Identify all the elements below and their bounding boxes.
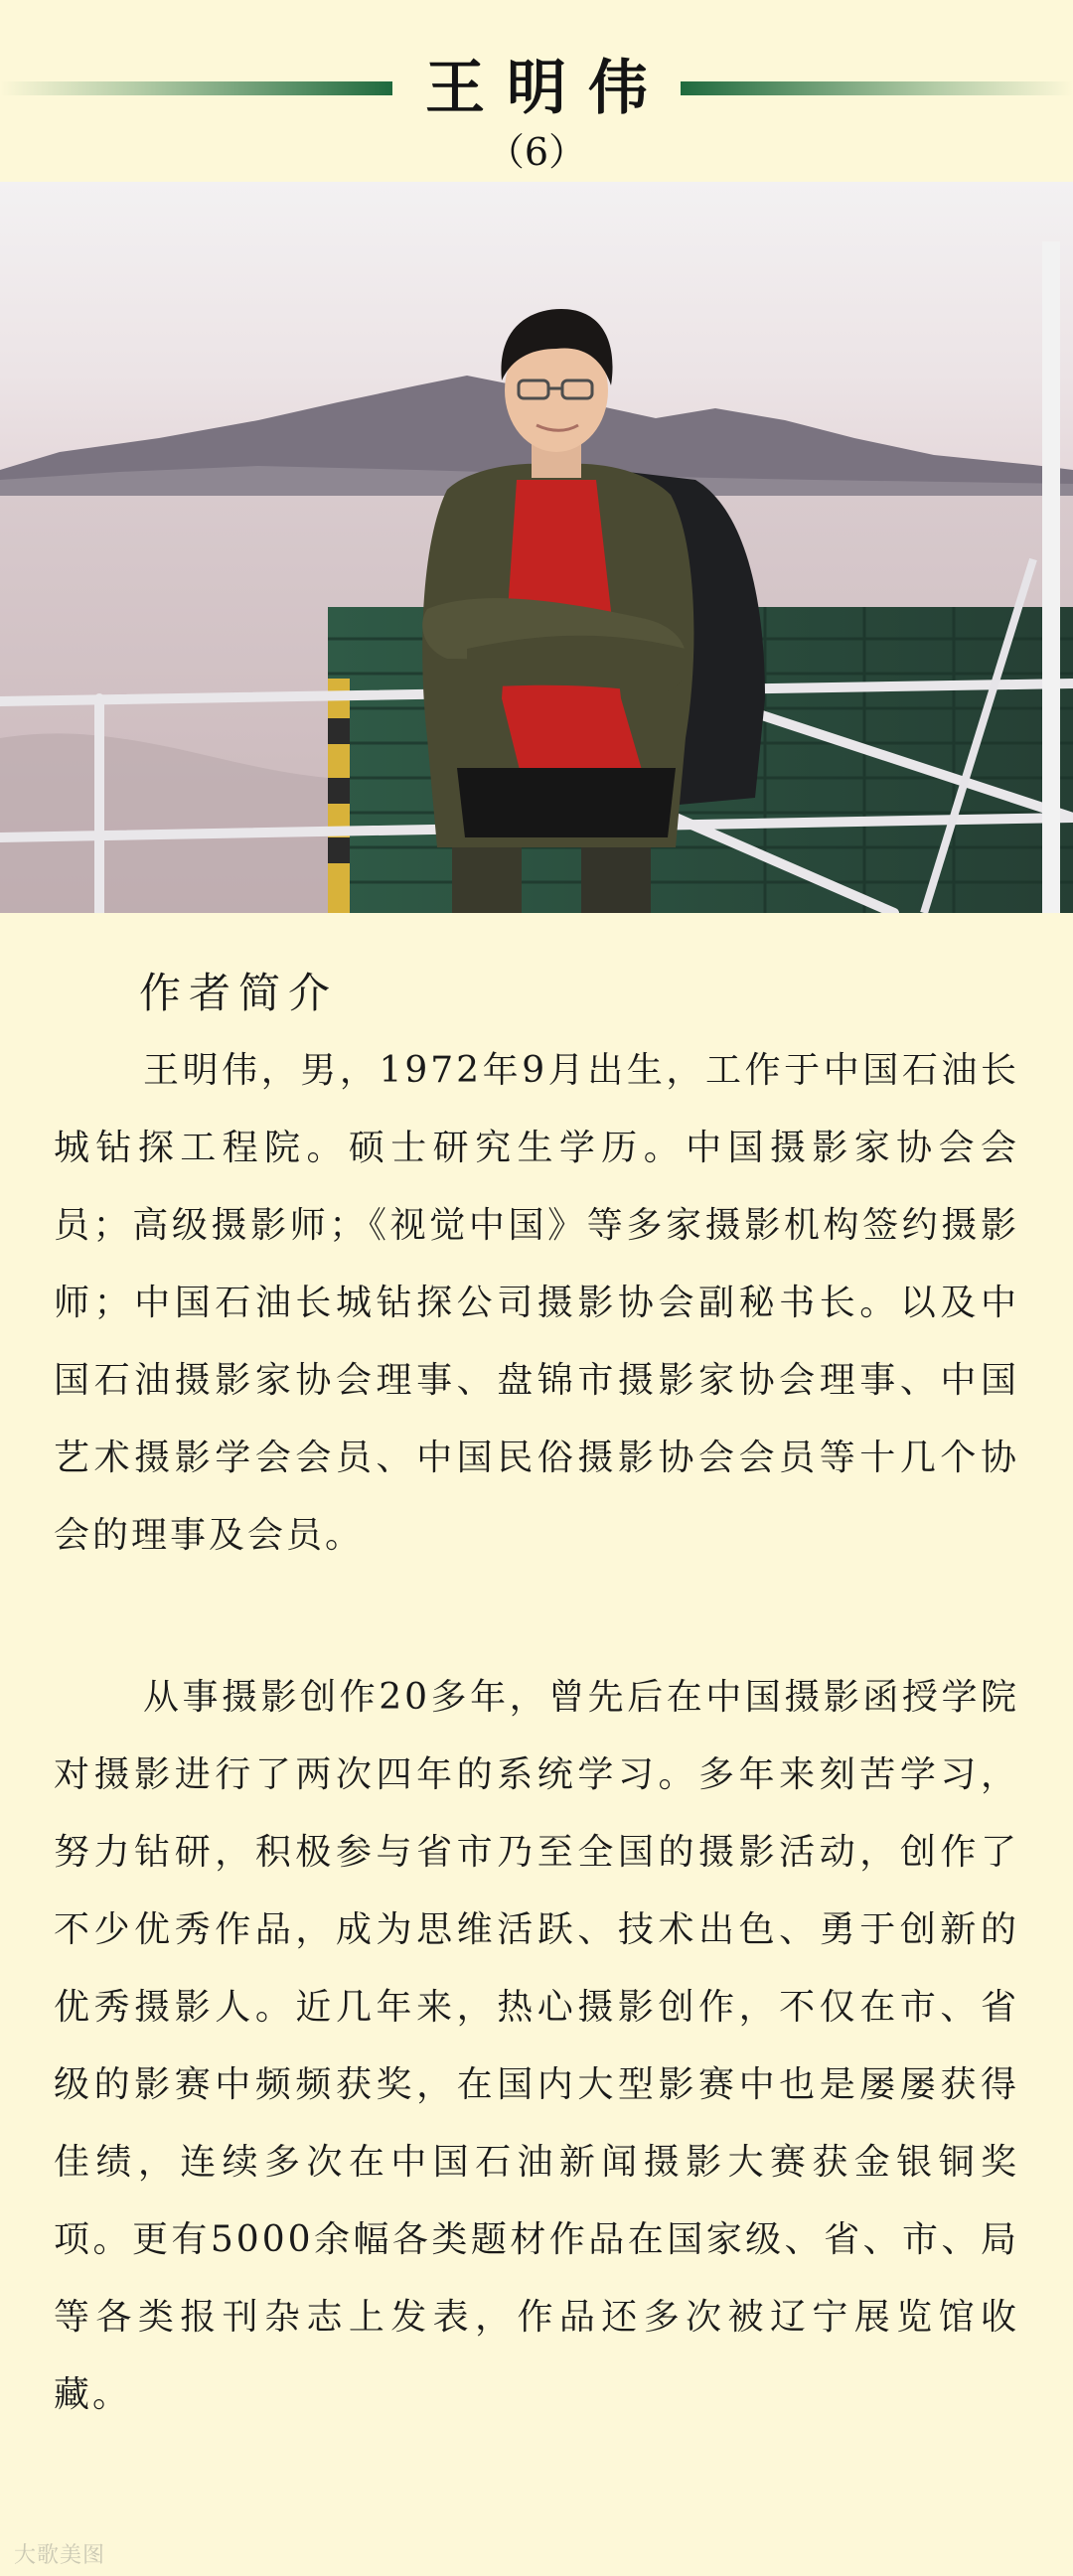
portrait-photo (0, 182, 1073, 913)
author-bio-section (0, 913, 1073, 2576)
bio-paragraph-1: 王明伟，男，1972年9月出生，工作于中国石油长城钻探工程院。硕士研究生学历。中国摄影家协会会员；高级摄影师；《视觉中国》等多家摄影机构签约摄影师；中国石油长城钻探公司摄影协会副秘书长。以及中国石油摄影家协会理事、盘锦市摄影家协会理事、中国艺术摄影学会会员、中国民俗摄影协会会员等十几个协会的理事及会员。 (54, 1050, 1019, 1556)
bio-paragraph-2: 从事摄影创作20多年，曾先后在中国摄影函授学院对摄影进行了两次四年的系统学习。多年来刻苦学习，努力钻研，积极参与省市乃至全国的摄影活动，创作了不少优秀作品，成为思维活跃、技术出色、勇于创新的优秀摄影人。近几年来，热心摄影创作，不仅在市、省级的影赛中频频获奖，在国内大型影赛中也是屡屡获得佳绩，连续多次在中国石油新闻摄影大赛获金银铜奖项。更有5000余幅各类题材作品在国家级、省、市、局等各类报刊杂志上发表，作品还多次被辽宁展览馆收藏。 (54, 1677, 1019, 2415)
watermark-text: 大歌美图 (14, 2543, 106, 2568)
header-decor-line-left (0, 81, 392, 95)
page-number: （6） (486, 130, 587, 174)
section-heading: 作者简介 (139, 969, 339, 1017)
header-decor-line-right (681, 81, 1073, 95)
page-header (0, 0, 1073, 182)
page-title: 王明伟 (425, 54, 670, 123)
